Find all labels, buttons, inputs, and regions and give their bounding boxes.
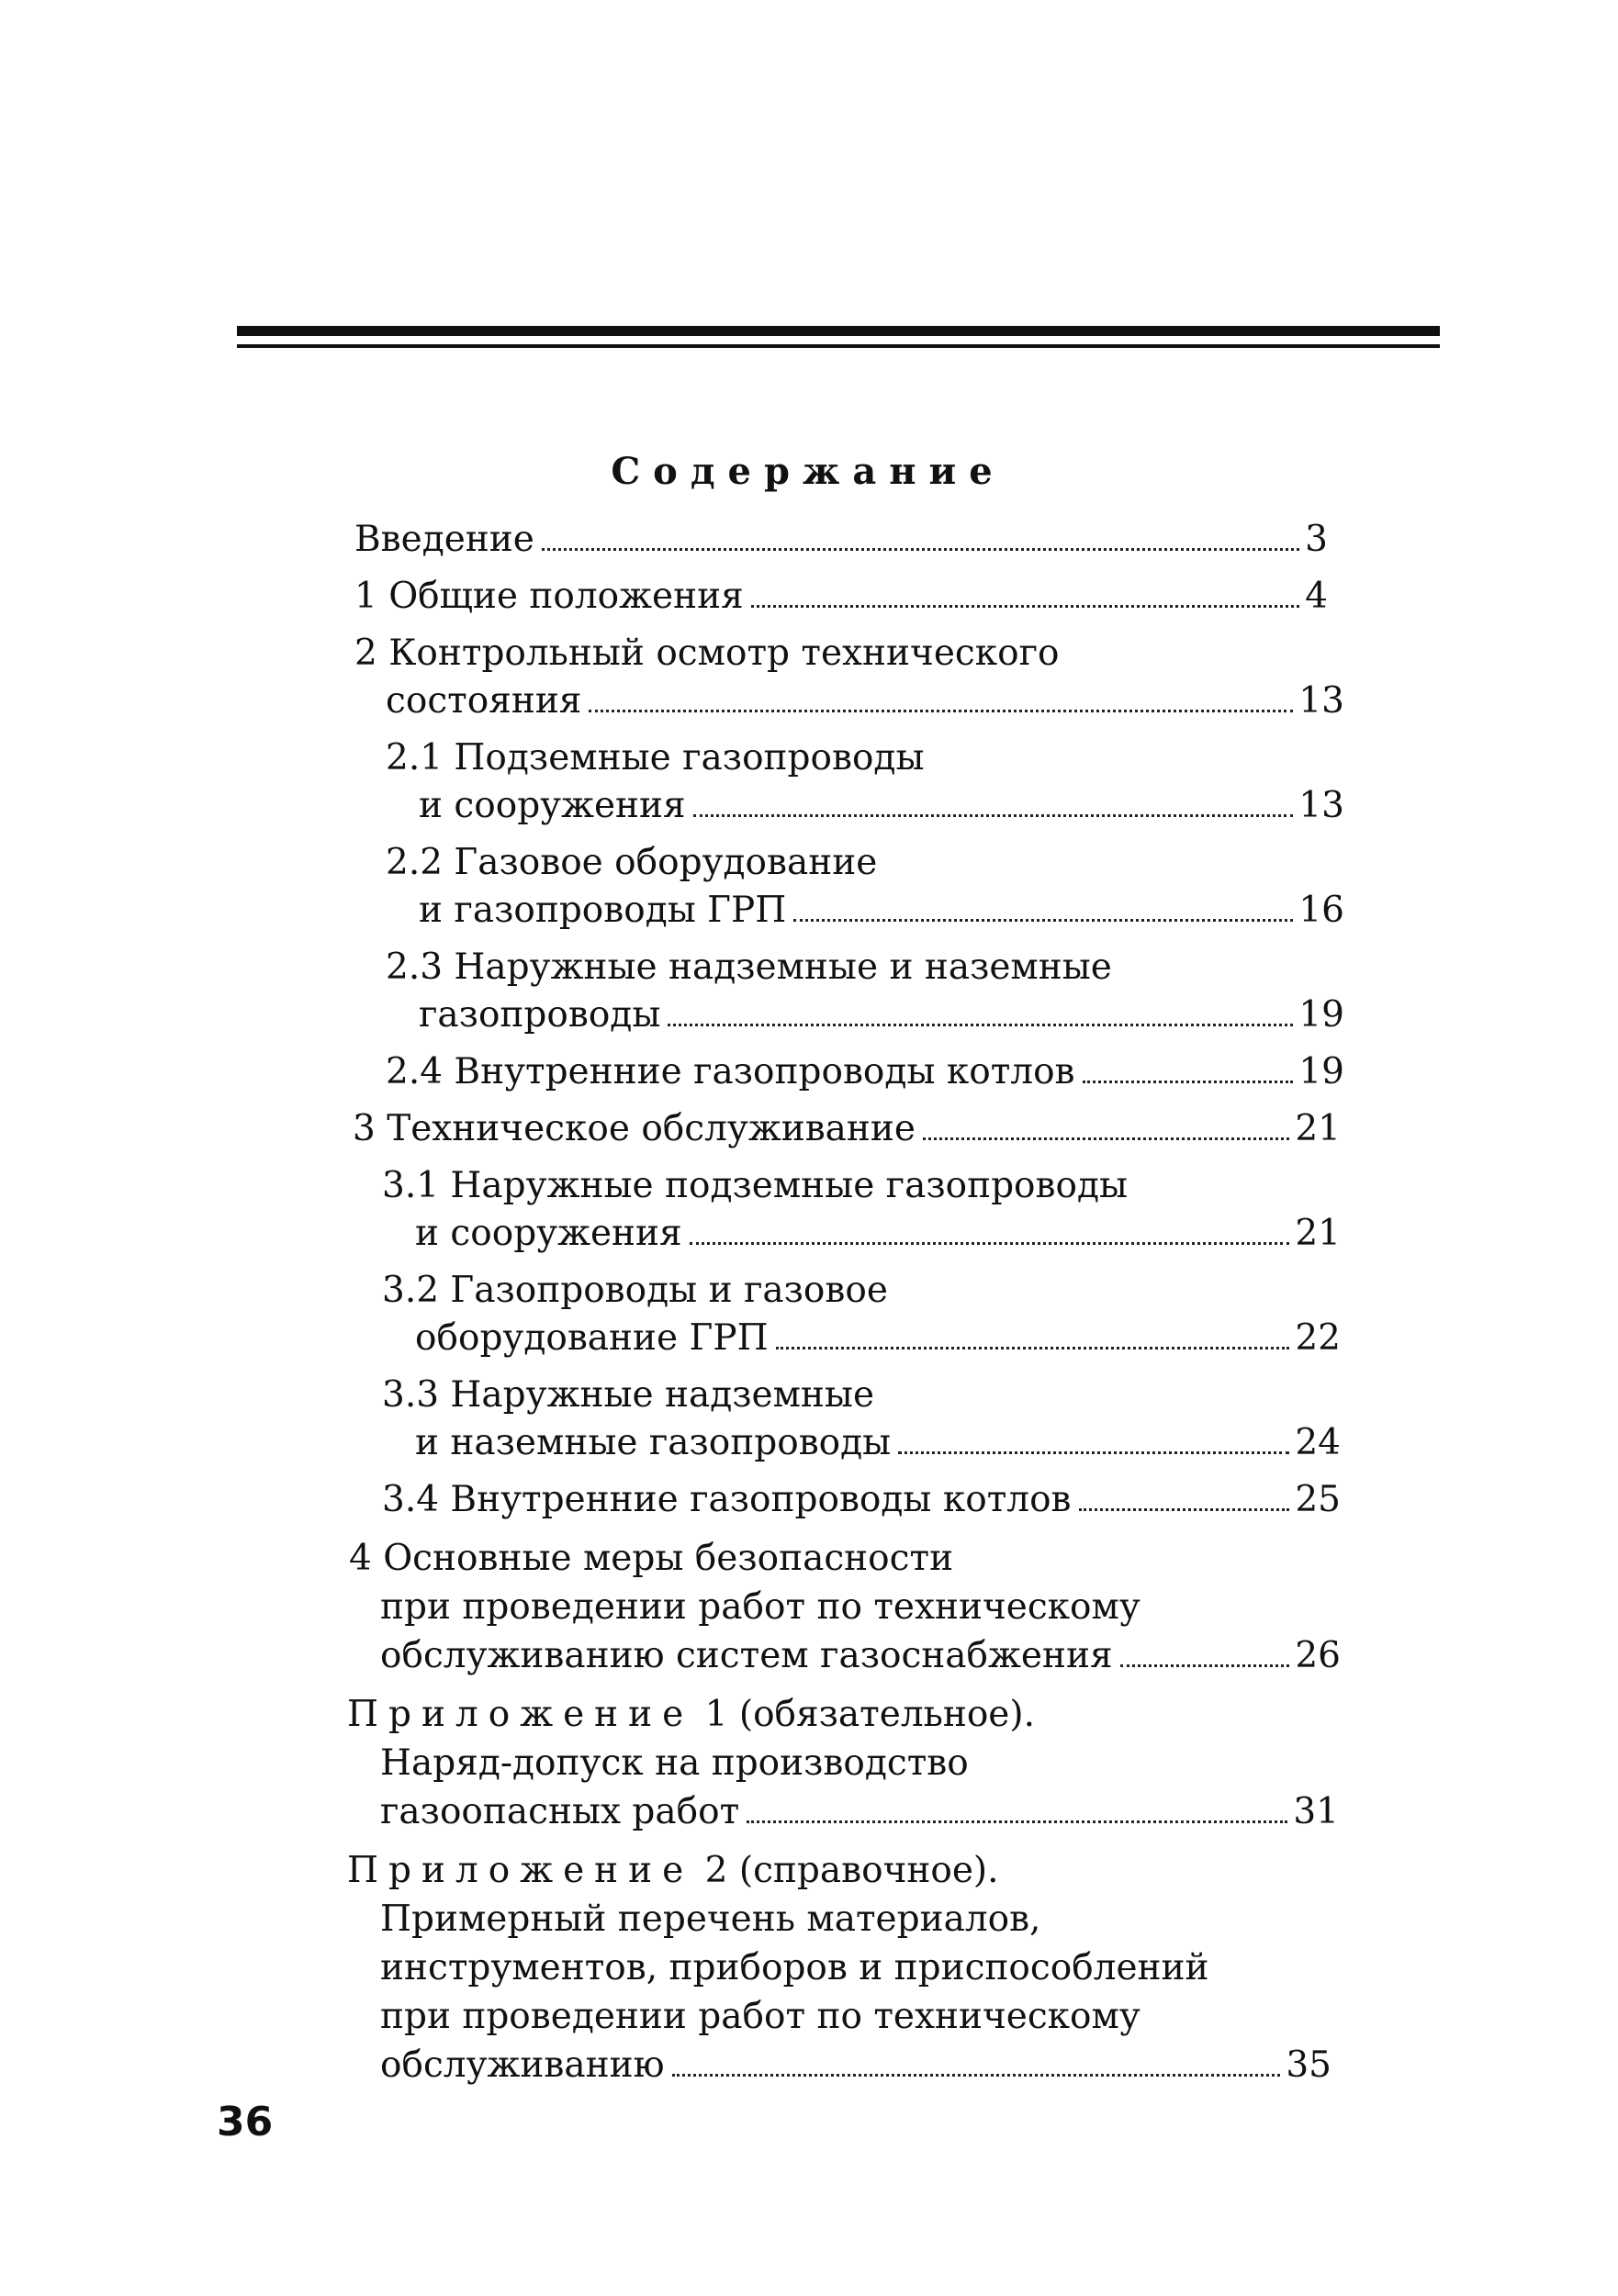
toc-entry-3-1-line1[interactable]: 3.1 Наружные подземные газопроводы [382,1165,1129,1206]
toc-entry-page: 26 [1295,1635,1341,1676]
dot-leader [693,813,1294,817]
toc-entry-appendix-2-line3[interactable]: инструментов, приборов и приспособлений [380,1947,1209,1988]
toc-entry-3-2-line1[interactable]: 3.2 Газопроводы и газовое [382,1270,888,1311]
toc-entry-2-1-line1[interactable]: 2.1 Подземные газопроводы [386,737,925,778]
header-rule-thick [237,326,1440,336]
dot-leader [690,1241,1290,1245]
toc-entry-page: 21 [1295,1213,1341,1254]
appendix-designation: 2 (справочное). [704,1850,999,1891]
toc-entry-page: 13 [1298,785,1344,826]
toc-entry-2-4[interactable] [386,1050,1344,1094]
dot-leader [793,918,1293,922]
toc-entry-3-1[interactable] [415,1212,1341,1256]
page-number: 36 [217,2099,274,2145]
toc-entry-section-4-line2[interactable]: при проведении работ по техническому [380,1586,1140,1628]
toc-entry-section-4[interactable] [380,1634,1341,1678]
dot-leader [1120,1663,1290,1667]
toc-entry-text: 2.4 Внутренние газопроводы котлов [386,1051,1075,1092]
toc-entry-text: и сооружения [415,1213,682,1254]
toc-entry-3-2[interactable] [415,1316,1341,1361]
appendix-designation: 1 (обязательное). [704,1694,1035,1735]
toc-entry-section-2-line1[interactable]: 2 Контрольный осмотр технического [354,633,1060,674]
toc-entry-text: и газопроводы ГРП [419,890,787,931]
toc-entry-3-3[interactable] [415,1421,1341,1465]
toc-entry-text: газопроводы [419,994,661,1036]
toc-entry-appendix-2-line4[interactable]: при проведении работ по техническому [380,1996,1140,2037]
toc-entry-page: 25 [1295,1479,1341,1520]
toc-entry-text: Введение [354,519,534,560]
toc-entry-page: 35 [1286,2044,1331,2086]
dot-leader [747,1820,1287,1823]
toc-entry-text: обслуживанию систем газоснабжения [380,1635,1113,1676]
toc-entry-section-4-line1[interactable]: 4 Основные меры безопасности [349,1538,954,1579]
appendix-label: Приложение [347,1694,694,1735]
dot-leader [668,1023,1293,1026]
toc-entry-page: 16 [1298,890,1344,931]
toc-entry-text: 3.4 Внутренние газопроводы котлов [382,1479,1072,1520]
toc-entry-page: 3 [1305,519,1328,560]
toc-entry-appendix-1-line2[interactable]: Наряд-допуск на производство [380,1742,969,1784]
toc-entry-text: и наземные газопроводы [415,1422,892,1463]
toc-entry-page: 21 [1295,1108,1341,1149]
dot-leader [776,1346,1290,1350]
dot-leader [672,2073,1281,2077]
dot-leader [589,709,1293,712]
toc-entry-text: и сооружения [419,785,686,826]
toc-entry-introduction[interactable] [354,518,1328,562]
toc-entry-page: 19 [1298,994,1344,1036]
toc-entry-page: 19 [1298,1051,1344,1092]
dot-leader [542,547,1299,551]
toc-entry-2-2[interactable] [419,889,1344,933]
toc-entry-2-1[interactable] [419,784,1344,828]
toc-entry-text: оборудование ГРП [415,1317,769,1359]
toc-entry-appendix-2-line2[interactable]: Примерный перечень материалов, [380,1898,1041,1940]
toc-entry-2-2-line1[interactable]: 2.2 Газовое оборудование [386,842,878,883]
dot-leader [751,604,1300,608]
toc-entry-2-3[interactable] [419,993,1344,1037]
toc-entry-section-3[interactable] [353,1107,1341,1151]
appendix-label: Приложение [347,1850,694,1891]
toc-entry-section-2[interactable] [386,679,1344,723]
toc-entry-text: обслуживанию [380,2044,665,2086]
toc-entry-appendix-1-line1[interactable] [347,1693,1035,1737]
toc-entry-2-3-line1[interactable]: 2.3 Наружные надземные и наземные [386,946,1112,988]
toc-entry-text: газоопасных работ [380,1791,740,1832]
dot-leader [1083,1080,1294,1083]
toc-entry-appendix-2-line1[interactable] [347,1849,999,1893]
toc-entry-page: 31 [1293,1791,1339,1832]
toc-entry-text: 1 Общие положения [354,576,744,617]
header-rule-thin [237,344,1440,348]
dot-leader [1079,1507,1290,1511]
dot-leader [898,1450,1289,1454]
toc-entry-3-4[interactable] [382,1478,1341,1522]
toc-entry-3-3-line1[interactable]: 3.3 Наружные надземные [382,1374,875,1416]
toc-entry-text: состояния [386,680,582,722]
toc-entry-appendix-2[interactable] [380,2044,1331,2088]
toc-entry-section-1[interactable] [354,575,1328,619]
dot-leader [923,1137,1289,1140]
toc-entry-page: 4 [1305,576,1328,617]
toc-title: Содержание [611,450,1006,493]
toc-entry-page: 13 [1298,680,1344,722]
toc-entry-page: 22 [1295,1317,1341,1359]
toc-entry-page: 24 [1295,1422,1341,1463]
toc-entry-text: 3 Техническое обслуживание [353,1108,916,1149]
toc-entry-appendix-1[interactable] [380,1790,1339,1834]
